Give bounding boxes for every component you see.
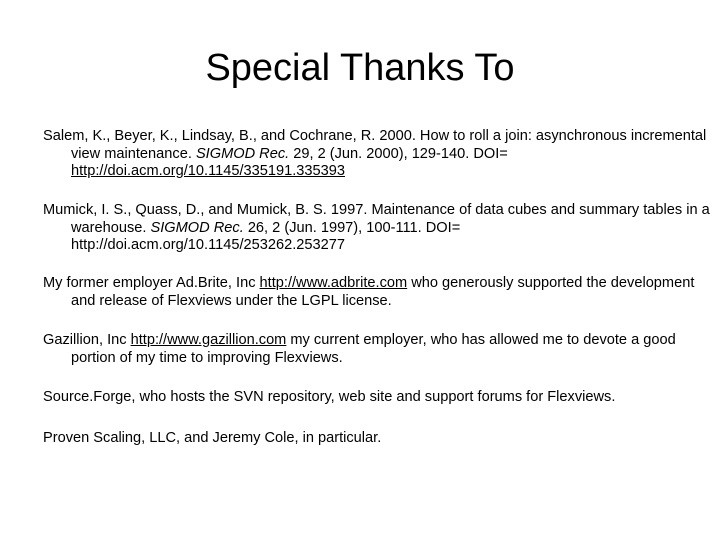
item-text: Source.Forge, who hosts the SVN repository, web site and support forums for Flexviews. [43,389,616,405]
doi-link[interactable]: http://doi.acm.org/10.1145/335191.335393 [71,163,345,179]
citation-details: 26, 2 (Jun. 1997), 100-111. DOI= http://doi.acm.org/10.1145/253262.253277 [71,219,461,253]
list-item-mumick-citation [43,202,711,255]
item-text: Proven Scaling, LLC, and Jeremy Cole, in particular. [43,430,382,446]
list-item-salem-citation [43,128,711,181]
item-text: who generously supported the development and release of Flexviews under the LGPL license. [71,275,695,309]
list-item-gazillion [43,332,711,367]
citation-text: Salem, K., Beyer, K., Lindsay, B., and Cochrane, R. 2000. How to roll a join: asynchronous incremental view maintenance. [43,128,707,162]
list-item-proven-scaling [43,430,711,448]
list-item-sourceforge [43,389,711,407]
item-text: my current employer, who has allowed me to devote a good portion of my time to improving Flexviews. [71,332,676,366]
item-text: My former employer Ad.Brite, Inc [43,275,260,291]
page-title: Special Thanks To [205,47,515,89]
journal-name: SIGMOD Rec. [195,145,290,162]
gazillion-link[interactable]: http://www.gazillion.com [130,332,287,348]
citation-details: 29, 2 (Jun. 2000), 129-140. DOI= [289,145,508,162]
citation-text: Mumick, I. S., Quass, D., and Mumick, B. S. 1997. Maintenance of data cubes and summary tables in a warehouse. [43,202,710,236]
journal-name: SIGMOD Rec. [150,219,244,236]
list-item-adbrite [43,275,711,310]
adbrite-link[interactable]: http://www.adbrite.com [259,275,408,291]
item-text: Gazillion, Inc [43,332,131,348]
